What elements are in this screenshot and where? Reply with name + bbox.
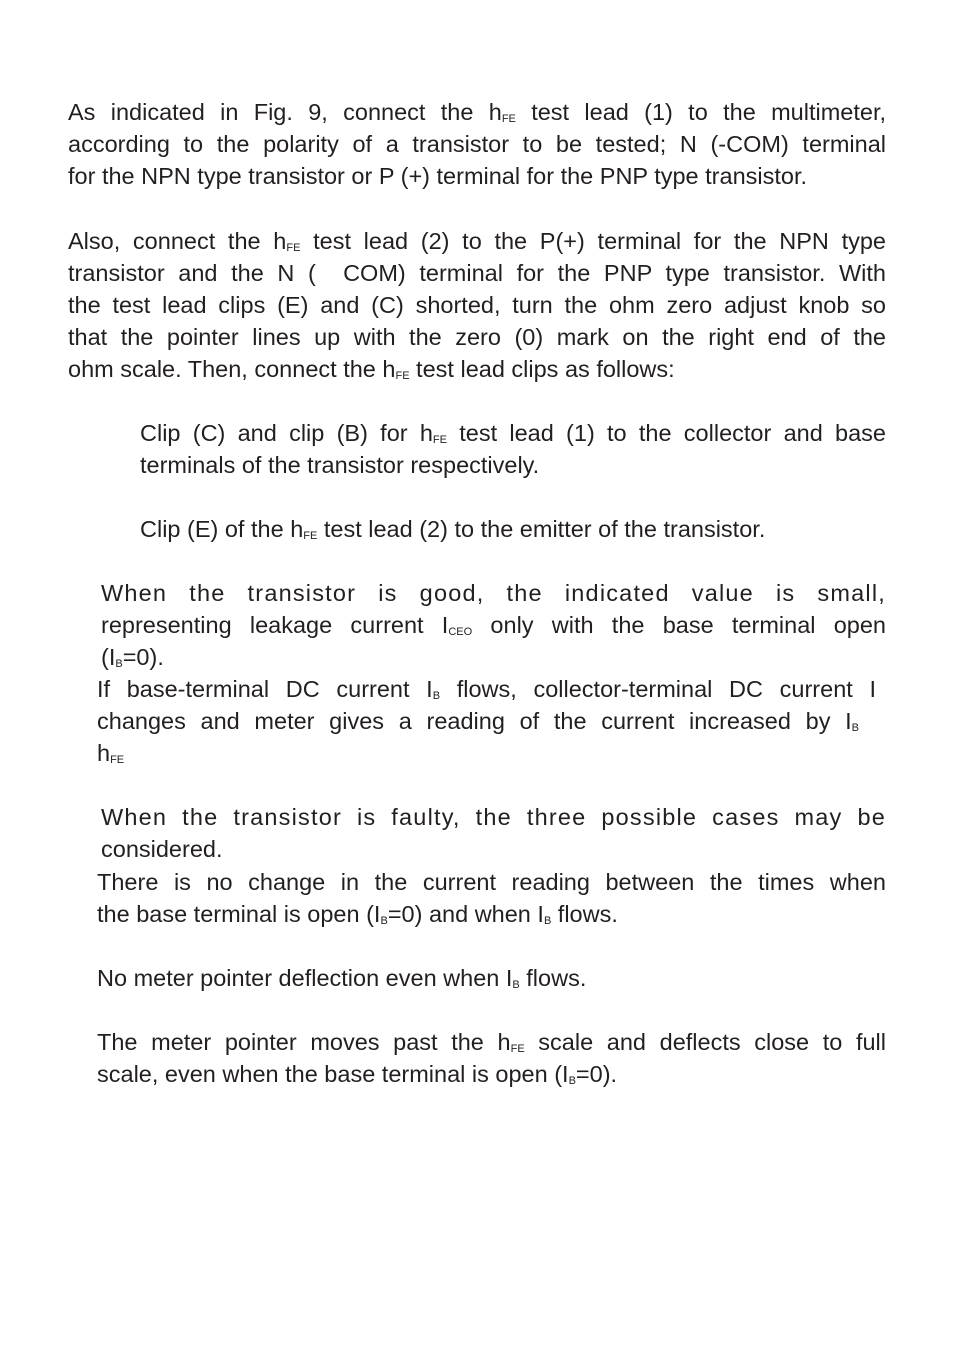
paragraph-case-full-scale xyxy=(97,1026,886,1090)
text-line: When the transistor is faulty, the three possible cases may be xyxy=(101,804,886,830)
subscript: B xyxy=(851,722,859,734)
subscript: FE xyxy=(501,113,516,125)
subscript: B xyxy=(512,979,520,991)
text-line: Also, connect the $h_{FE}$ test lead (2) to the P(+) terminal for the NPN type xyxy=(68,228,886,254)
subscript: B xyxy=(115,658,123,670)
text-line: No meter pointer deflection even when $I_B$ flows. xyxy=(97,965,587,991)
text-line: The meter pointer moves past the $h_{FE}$ scale and deflects close to full xyxy=(97,1029,887,1055)
subscript: B xyxy=(543,915,552,927)
text-line: terminals of the transistor respectively. xyxy=(140,452,540,478)
subscript: FE xyxy=(110,754,125,766)
text-line: There is no change in the current reading between the times when xyxy=(97,869,886,895)
text-line: according to the polarity of a transistor to be tested; N (-COM) terminal xyxy=(68,131,886,157)
text-line: $h_{FE}$ xyxy=(97,740,125,766)
paragraph-base-current xyxy=(97,673,876,769)
text-line: $(I_B=0)$. xyxy=(101,644,164,670)
text-line: for the NPN type transistor or P (+) terminal for the PNP type transistor. xyxy=(68,163,808,189)
subscript: FE xyxy=(303,530,318,542)
paragraph-clip-e xyxy=(140,513,886,545)
subscript: B xyxy=(568,1075,576,1087)
text-line: scale, even when the base terminal is open $(I_B=0)$. xyxy=(97,1061,618,1087)
text-line: considered. xyxy=(101,836,223,862)
subscript: FE xyxy=(510,1043,525,1055)
subscript: FE xyxy=(432,434,447,446)
paragraph-clip-c-b xyxy=(140,417,886,481)
text-line: the test lead clips (E) and (C) shorted, turn the ohm zero adjust knob so xyxy=(68,292,886,318)
subscript: B xyxy=(432,690,441,702)
subscript: CEO xyxy=(448,626,473,638)
text-line: Clip (E) of the $h_{FE}$ test lead (2) to the emitter of the transistor. xyxy=(140,516,766,542)
text-line: the base terminal is open $(I_B=0)$ and when $I_B$ flows. xyxy=(97,901,618,927)
paragraph-transistor-good xyxy=(101,577,886,673)
subscript: FE xyxy=(286,242,301,254)
text-line: representing leakage current $I_{CEO}$ only with the base terminal open xyxy=(101,612,886,638)
text-line: transistor and the N ( COM) terminal for the PNP type transistor. With xyxy=(68,260,886,286)
text-line: changes and meter gives a reading of the current increased by $I_B$ xyxy=(97,708,859,734)
paragraph-case-no-deflection xyxy=(97,962,886,994)
paragraph-case-no-change xyxy=(97,866,886,930)
text-line: that the pointer lines up with the zero (0) mark on the right end of the xyxy=(68,324,886,350)
text-line: When the transistor is good, the indicated value is small, xyxy=(101,580,886,606)
text-line: ohm scale. Then, connect the $h_{FE}$ test lead clips as follows: xyxy=(68,356,675,382)
text-line: As indicated in Fig. 9, connect the $h_{FE}$ test lead (1) to the multimeter, xyxy=(68,99,887,125)
paragraph-transistor-faulty xyxy=(101,801,886,865)
paragraph-connect-lead-1 xyxy=(68,96,886,192)
subscript: B xyxy=(380,915,388,927)
text-line: If base-terminal DC current $I_B$ flows, collector-terminal DC current I xyxy=(97,676,876,702)
text-line: Clip (C) and clip (B) for $h_{FE}$ test lead (1) to the collector and base xyxy=(140,420,886,446)
paragraph-connect-lead-2 xyxy=(68,225,886,385)
subscript: FE xyxy=(395,370,410,382)
